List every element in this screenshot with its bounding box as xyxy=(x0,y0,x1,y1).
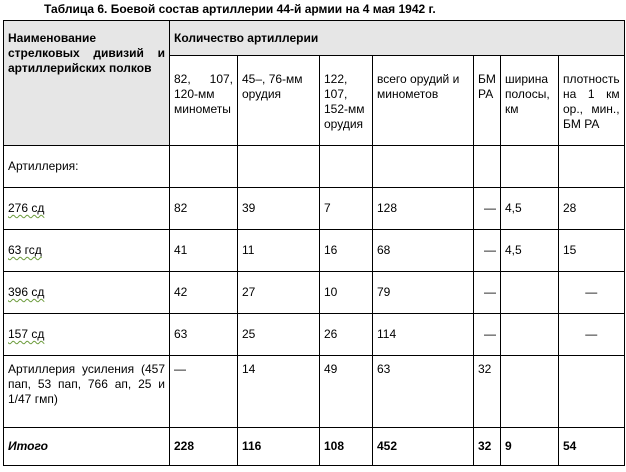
header-density: плотность на 1 км ор., мин., БМ РА xyxy=(559,56,625,146)
header-width: ширина полосы, км xyxy=(501,56,559,146)
header-name-column: Наименование стрелковых дивизий и артиллерийских полков xyxy=(4,21,170,146)
header-total: всего орудий и минометов xyxy=(373,56,474,146)
table-row: 276 сд 82 39 7 128 — 4,5 28 xyxy=(4,188,625,230)
table-row: Артиллерия: xyxy=(4,146,625,188)
table-row: 63 гсд 41 11 16 68 — 4,5 15 xyxy=(4,230,625,272)
header-guns-122-152: 122, 107, 152-мм орудия xyxy=(320,56,373,146)
header-guns-45-76: 45–, 76-мм орудия xyxy=(238,56,320,146)
artillery-table xyxy=(3,20,625,466)
header-group: Количество артиллерии xyxy=(170,21,625,56)
header-bm-ra: БМ РА xyxy=(474,56,501,146)
header-mortars: 82, 107, 120-мм минометы xyxy=(170,56,238,146)
table-row-total: Итого 228 116 108 452 32 9 54 xyxy=(4,428,625,466)
table-title: Таблица 6. Боевой состав артиллерии 44-й армии на 4 мая 1942 г. xyxy=(44,2,436,16)
table-row: 157 сд 63 25 26 114 — — xyxy=(4,314,625,356)
table-row: Артиллерия усиления (457 пап, 53 пап, 766 ап, 25 и 1/47 гмп) — 14 49 63 32 xyxy=(4,356,625,428)
table-row: 396 сд 42 27 10 79 — — xyxy=(4,272,625,314)
